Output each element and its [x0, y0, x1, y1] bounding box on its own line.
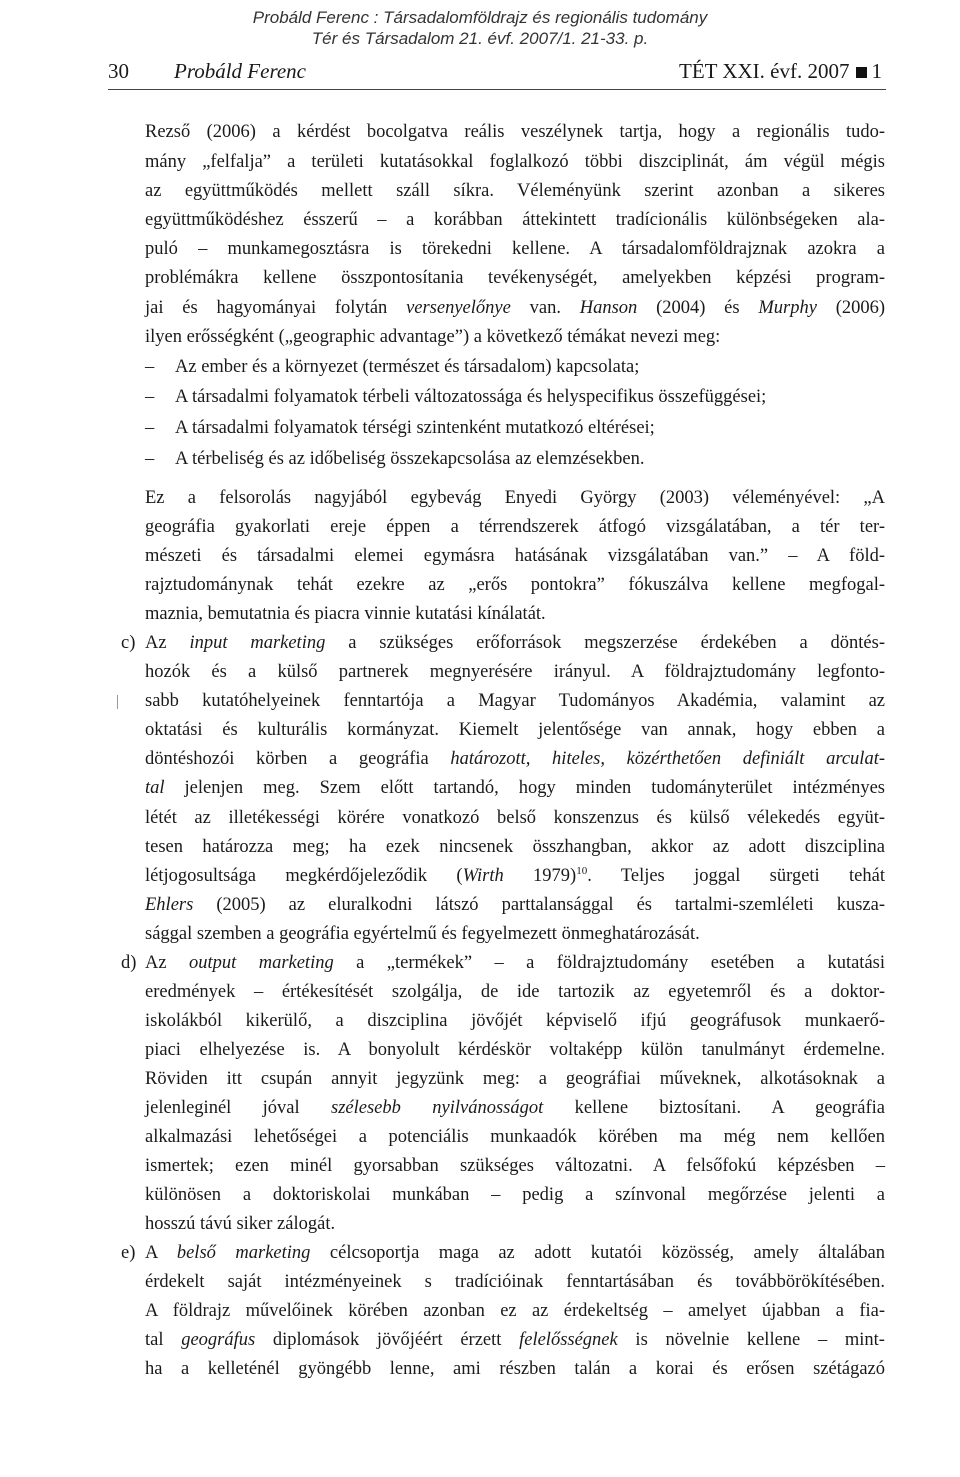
text-line: tesen határozza meg; ha ezek nincsenek összhangban, akkor az adott diszciplina — [145, 837, 885, 857]
author-ref: Wirth — [462, 866, 504, 886]
text-run: döntéshozói körben a geográfia — [145, 749, 451, 769]
text-run: is növelnie kellene – mint- — [617, 1330, 885, 1350]
text-line: Rezső (2006) a kérdést bocolgatva reális veszélynek tartja, hogy a regionális tudo- — [145, 122, 885, 142]
margin-mark — [117, 695, 118, 709]
list-item: A térbeliség és az időbeliség összekapcsolása az elemzésekben. — [175, 449, 645, 469]
list-item: A társadalmi folyamatok térségi szintenként mutatkozó eltérései; — [175, 418, 655, 438]
text-run: a „termékek” – a földrajztudomány esetében a kutatási — [333, 953, 885, 973]
running-header — [108, 57, 886, 90]
text-line: mány „felfalja” a területi kutatásokkal foglalkozó többi diszciplinát, ám végül mégis — [145, 152, 885, 172]
text-line — [145, 864, 885, 888]
square-bullet-icon — [856, 67, 867, 78]
list-marker-e: e) — [121, 1243, 136, 1263]
footnote-ref: 10 — [576, 864, 588, 877]
text-line: különösen a doktoriskolai munkában – pedig a színvonal megőrzése jelenti a — [145, 1185, 885, 1205]
text-line: sággal szemben a geográfia egyértelmű és fegyelmezett önmeghatározását. — [145, 924, 700, 944]
text-run: 1979) — [503, 866, 577, 886]
text-line: rajztudománynak tehát ezekre az „erős pontokra” fókuszálva kellene megfogal- — [145, 575, 885, 595]
text-line: alkalmazási lehetőségei a potenciális munkaadók körében ma még nem kellően — [145, 1127, 885, 1147]
text-run: Az — [145, 633, 190, 653]
text-line: A földrajz művelőinek körében azonban ez az érdekeltség – amelyet újabban a fia- — [145, 1301, 885, 1321]
text-line: ilyen erősségként („geographic advantage”) a következő témákat nevezi meg: — [145, 327, 721, 347]
text-line: sabb kutatóhelyeinek fenntartója a Magyar Tudományos Akadémia, valamint az — [145, 691, 885, 711]
list-item: A társadalmi folyamatok térbeli változatossága és helyspecifikus összefüggései; — [175, 387, 767, 407]
text-run: . Teljes joggal sürgeti tehát — [587, 866, 885, 886]
text-run-italic: határozott, hiteles, közérthetően definiált arculat- — [450, 749, 885, 769]
list-item: Az ember és a környezet (természet és társadalom) kapcsolata; — [175, 357, 640, 377]
text-run: létjogosultsága megkérdőjeleződik ( — [145, 866, 463, 886]
text-run: (2006) — [816, 298, 886, 318]
text-line — [145, 1241, 885, 1265]
author-ref: Hanson — [579, 298, 638, 318]
text-run-italic: szélesebb nyilvánosságot — [331, 1098, 544, 1118]
text-line: érdekelt saját intézményeinek s tradícióinak fenntartásában és továbbörökítésében. — [145, 1272, 885, 1292]
journal-volume: TÉT XXI. évf. 2007 — [679, 59, 850, 83]
list-dash: – — [145, 357, 155, 377]
text-run: a szükséges erőforrások megszerzése érdekében a döntés- — [325, 633, 885, 653]
page-number: 30 — [108, 59, 129, 83]
text-line: oktatási és kulturális kormányzat. Kiemelt jelentősége van annak, hogy ebben a — [145, 720, 885, 740]
author-ref: Ehlers — [145, 895, 194, 915]
text-line: piaci elhelyezése is. A bonyolult kérdéskör voltaképp külön tanulmányt érdemelne. — [145, 1040, 885, 1060]
text-line: maznia, bemutatnia és piacra vinnie kutatási kínálatát. — [145, 604, 546, 624]
list-marker-d: d) — [121, 953, 137, 973]
text-line — [145, 747, 885, 771]
text-run: célcsoportja maga az adott kutatói közösség, amely általában — [310, 1243, 886, 1263]
text-line — [145, 776, 885, 800]
text-run: jelenjen meg. Szem előtt tartandó, hogy minden tudományterület intézményes — [164, 778, 885, 798]
text-run: jelenleginél jóval — [145, 1098, 332, 1118]
term-belso-marketing: belső marketing — [176, 1243, 311, 1263]
text-line: eredmények – értékesítését szolgálja, de ide tartozik az egyetemről és a doktor- — [145, 982, 885, 1002]
text-line — [145, 631, 885, 655]
text-run: (2004) és — [637, 298, 759, 318]
text-line — [145, 951, 885, 975]
text-line: iskolákból kikerülő, a diszciplina jövőjét képviselő ifjú geográfusok munkaerő- — [145, 1011, 885, 1031]
term-input-marketing: input marketing — [189, 633, 326, 653]
text-run-italic: geográfus — [181, 1330, 256, 1350]
text-line: mészeti és társadalmi elemei egymásra hatásának vizsgálatában van.” – A föld- — [145, 546, 885, 566]
term-output-marketing: output marketing — [189, 953, 334, 973]
list-dash: – — [145, 387, 155, 407]
text-line: ismertek; ezen minél gyorsabban szükséges változatni. A felsőfokú képzésben – — [145, 1156, 885, 1176]
text-line: hozók és a külső partnerek megnyerésére irányul. A földrajztudomány legfonto- — [145, 662, 885, 682]
header-author: Probáld Ferenc — [174, 59, 306, 83]
list-dash: – — [145, 418, 155, 438]
text-line — [145, 893, 885, 917]
text-line: Röviden itt csupán annyit jegyzünk meg: a geográfiai műveknek, alkotásoknak a — [145, 1069, 885, 1089]
text-run: jai és hagyományai folytán — [145, 298, 407, 318]
text-run: A — [145, 1243, 177, 1263]
text-run: kellene biztosítani. A geográfia — [543, 1098, 885, 1118]
text-line: Ez a felsorolás nagyjából egybevág Enyedi György (2003) véleményével: „A — [145, 488, 885, 508]
text-run: Az — [145, 953, 189, 973]
text-line: hosszú távú siker zálogát. — [145, 1214, 336, 1234]
text-run-italic: tal — [145, 778, 165, 798]
text-line: problémákra kellene összpontosítania tevékenységét, amelyekben képzési program- — [145, 268, 885, 288]
text-line: puló – munkamegosztásra is törekedni kellene. A társadalomföldrajznak azokra a — [145, 239, 885, 259]
text-line: az együttműködés mellett száll síkra. Véleményünk szerint azonban a sikeres — [145, 181, 885, 201]
text-run: (2005) az eluralkodni látszó parttalansággal és tartalmi-szemléleti kusza- — [193, 895, 885, 915]
list-dash: – — [145, 449, 155, 469]
text-line: geográfia gyakorlati ereje éppen a térrendszerek átfogó vizsgálatában, a tér ter- — [145, 517, 885, 537]
text-run: van. — [510, 298, 580, 318]
citation-source: Tér és Társadalom 21. évf. 2007/1. 21-33. p. — [311, 29, 649, 48]
text-run-italic: versenyelőnye — [406, 298, 511, 318]
citation-title: Probáld Ferenc : Társadalomföldrajz és regionális tudomány — [252, 8, 708, 27]
journal-issue: 1 — [871, 59, 882, 83]
text-line — [145, 1096, 885, 1120]
text-run: diplomások jövőjéért érzett — [255, 1330, 520, 1350]
author-ref: Murphy — [758, 298, 817, 318]
text-line: ha a kelleténél gyöngébb lenne, ami részben talán a korai és erősen szétágazó — [145, 1359, 885, 1379]
list-marker-c: c) — [121, 633, 136, 653]
text-line: együttműködéshez ésszerű – a korábban áttekintett tradícionális különbségeken ala- — [145, 210, 885, 230]
text-line — [145, 296, 885, 320]
text-line: létét az illetékességi körére vonatkozó belső konszenzus és külső vélekedés együt- — [145, 808, 885, 828]
header-journal — [679, 57, 882, 85]
text-run: tal — [145, 1330, 182, 1350]
text-run-italic: felelősségnek — [519, 1330, 618, 1350]
text-line — [145, 1328, 885, 1352]
